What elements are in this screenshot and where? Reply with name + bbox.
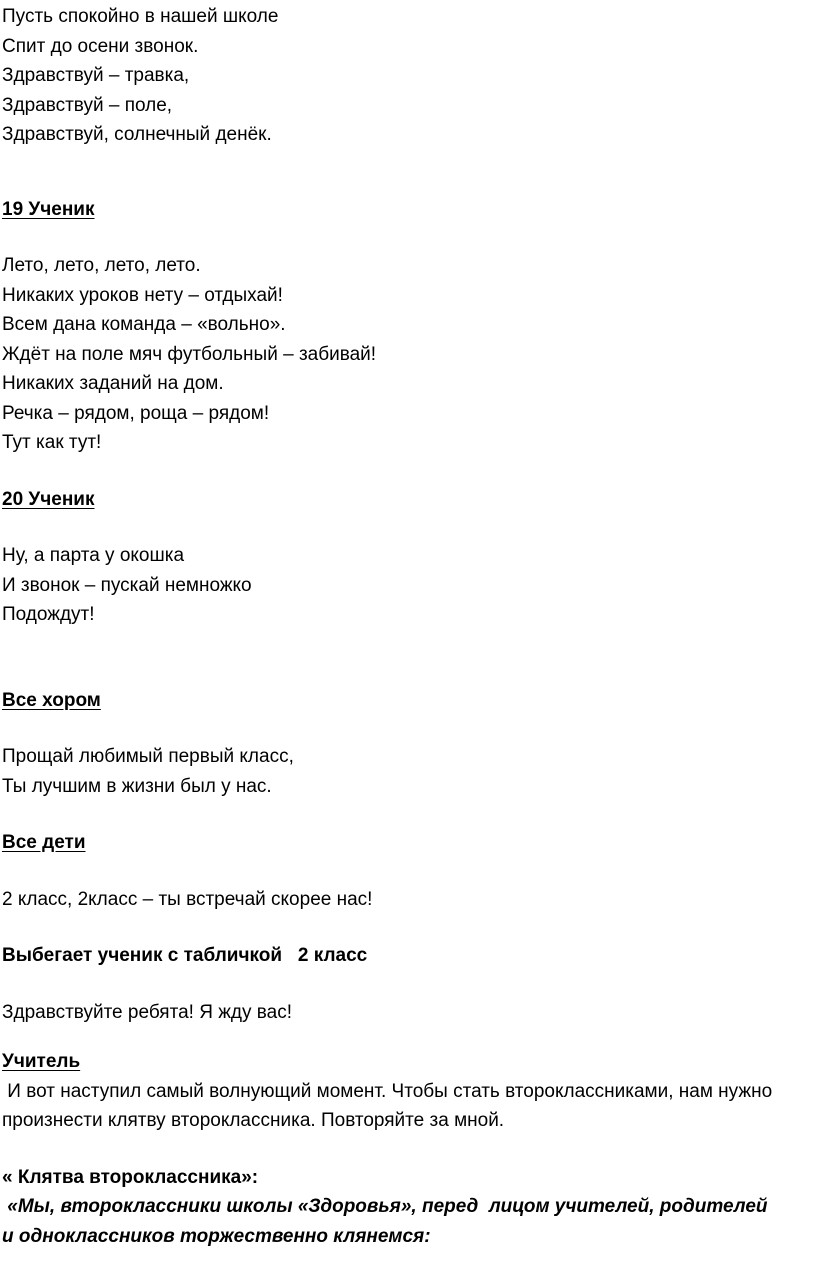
verse-line: Тут как тут! (2, 432, 102, 453)
verse-line: Ну, а парта у окошка (2, 545, 185, 566)
verse-line: Здравствуй – травка, (2, 65, 190, 86)
document-page (2, 2, 812, 1251)
spacer (2, 858, 812, 885)
intro-verse (2, 2, 812, 150)
oath-title: « Клятва второклассника»: (2, 1166, 259, 1188)
verse-line: Речка – рядом, роща – рядом! (2, 402, 270, 424)
section-all-children (2, 828, 812, 914)
section-student-19 (2, 195, 812, 458)
speaker-heading: 19 Ученик (2, 198, 95, 220)
verse-line: Ждёт на поле мяч футбольный – забивай! (2, 343, 377, 365)
spacer (2, 1136, 812, 1163)
spacer (2, 1027, 812, 1047)
speaker-heading: 20 Ученик (2, 488, 95, 510)
teacher-speech: И вот наступил самый волнующий момент. Чтобы стать второклассниками, нам нужно произнести клятву второклассника. Повторяйте за мной. (2, 1080, 778, 1131)
spacer (2, 715, 812, 742)
verse-line: Всем дана команда – «вольно». (2, 314, 286, 335)
speaker-heading: Все дети (2, 832, 86, 853)
spacer (2, 458, 812, 485)
spacer (2, 801, 812, 828)
section-all-chorus (2, 686, 812, 802)
verse-line: Пусть спокойно в нашей школе (2, 6, 279, 27)
spacer (2, 914, 812, 941)
spacer (2, 514, 812, 541)
spacer (2, 150, 812, 195)
speaker-heading: Учитель (2, 1051, 81, 1072)
verse-line: Никаких уроков нету – отдыхай! (2, 284, 283, 306)
spacer (2, 630, 812, 686)
verse-line: 2 класс, 2класс – ты встречай скорее нас! (2, 888, 373, 910)
spacer (2, 971, 812, 998)
speaker-heading: Все хором (2, 689, 101, 711)
section-oath (2, 1163, 812, 1252)
section-teacher (2, 1047, 812, 1136)
verse-line: Лето, лето, лето, лето. (2, 255, 201, 276)
verse-line: Здравствуй – поле, (2, 94, 173, 116)
verse-line: Никаких заданий на дом. (2, 373, 224, 394)
verse-line: Ты лучшим в жизни был у нас. (2, 775, 272, 797)
verse-line: Здравствуй, солнечный денёк. (2, 124, 272, 145)
spacer (2, 224, 812, 251)
verse-line: Подождут! (2, 604, 95, 625)
verse-line: Прощай любимый первый класс, (2, 746, 294, 767)
oath-text: «Мы, второклассники школы «Здоровья», перед лицом учителей, родителей и одноклассников торжественно клянемся: (2, 1196, 773, 1247)
verse-line: Спит до осени звонок. (2, 35, 199, 57)
verse-line: И звонок – пускай немножко (2, 574, 252, 596)
greeting-line: Здравствуйте ребята! Я жду вас! (2, 1001, 292, 1023)
section-student-20 (2, 485, 812, 630)
stage-direction: Выбегает ученик с табличкой 2 класс (2, 945, 368, 966)
